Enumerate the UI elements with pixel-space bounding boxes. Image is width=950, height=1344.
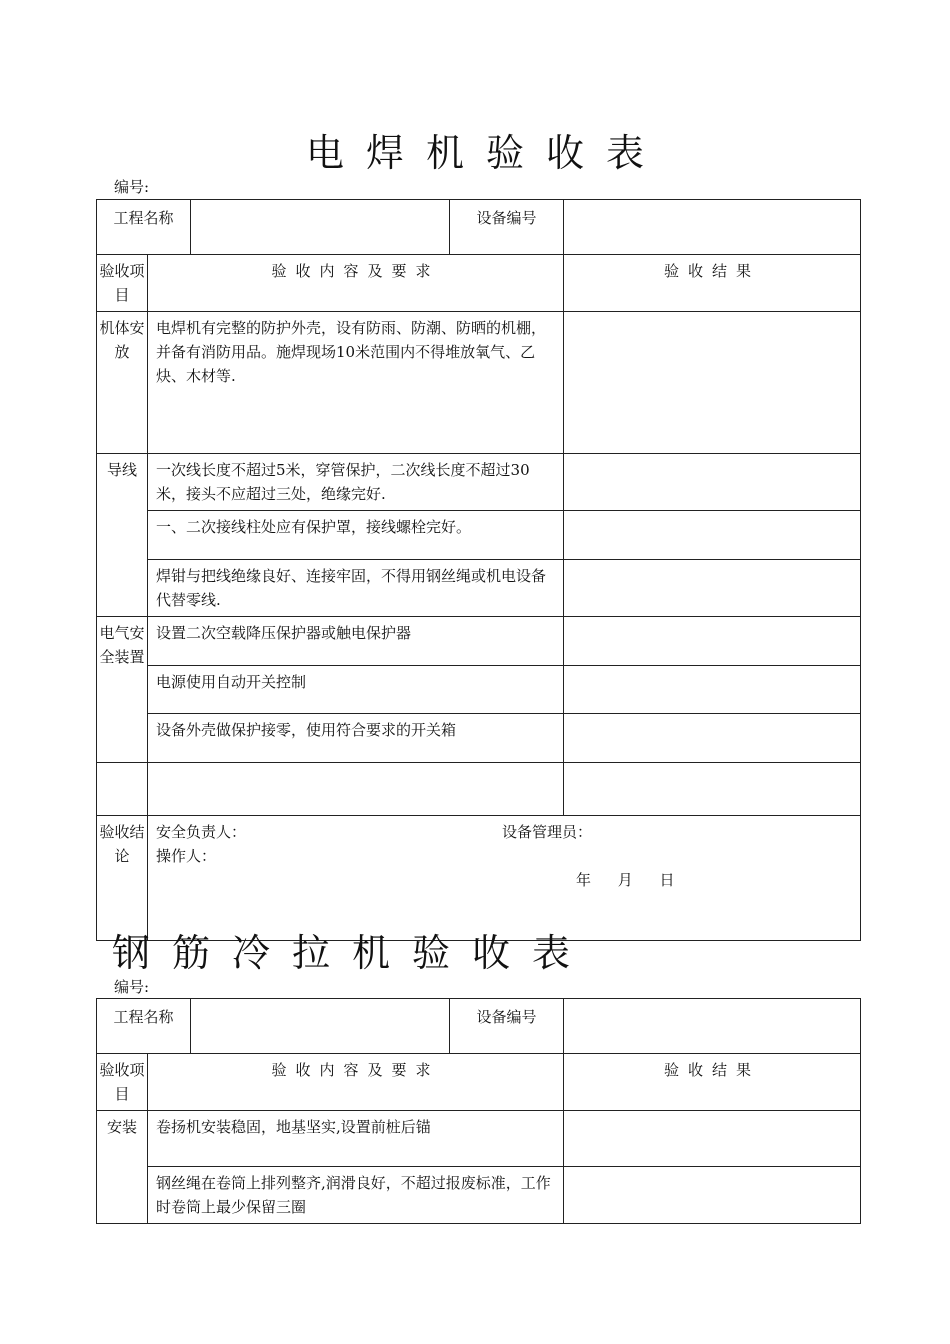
equipment-no-label: 设备编号 bbox=[450, 200, 564, 255]
empty-result-cell[interactable] bbox=[564, 763, 861, 816]
result-cell[interactable] bbox=[564, 666, 861, 714]
result-cell[interactable] bbox=[564, 1167, 861, 1224]
result-cell[interactable] bbox=[564, 312, 861, 454]
result-cell[interactable] bbox=[564, 714, 861, 763]
operator-label: 操作人： bbox=[156, 847, 217, 865]
requirement-text: 钢丝绳在卷筒上排列整齐,润滑良好，不超过报废标准，工作时卷筒上最少保留三圈 bbox=[148, 1167, 564, 1224]
empty-content-cell[interactable] bbox=[148, 763, 564, 816]
requirement-text: 设置二次空载降压保护器或触电保护器 bbox=[148, 617, 564, 666]
project-name-label: 工程名称 bbox=[97, 200, 191, 255]
form2-code-label: 编号: bbox=[114, 978, 150, 996]
requirement-text: 电源使用自动开关控制 bbox=[148, 666, 564, 714]
equipment-no-value[interactable] bbox=[564, 999, 861, 1054]
empty-item-cell bbox=[97, 763, 148, 816]
form1-table bbox=[96, 199, 861, 941]
date-label: 年 月 日 bbox=[576, 871, 675, 889]
section-item-electrical: 电气安全装置 bbox=[97, 617, 148, 763]
form2-table bbox=[96, 998, 861, 1224]
form1-title: 电焊机验收表 bbox=[305, 131, 666, 175]
requirement-text: 焊钳与把线绝缘良好、连接牢固，不得用钢丝绳或机电设备代替零线. bbox=[148, 560, 564, 617]
conclusion-label: 验收结论 bbox=[97, 816, 148, 941]
project-name-label: 工程名称 bbox=[97, 999, 191, 1054]
form2-title: 钢筋冷拉机验收表 bbox=[112, 931, 593, 975]
equipment-no-value[interactable] bbox=[564, 200, 861, 255]
section-item-wires: 导线 bbox=[97, 454, 148, 617]
requirement-text: 电焊机有完整的防护外壳，设有防雨、防潮、防晒的机棚，并备有消防用品。施焊现场10米范围内不得堆放氧气、乙炔、木材等. bbox=[148, 312, 564, 454]
project-name-value[interactable] bbox=[191, 200, 450, 255]
item-header: 验收项目 bbox=[97, 1054, 148, 1111]
result-cell[interactable] bbox=[564, 1111, 861, 1167]
item-header: 验收项目 bbox=[97, 255, 148, 312]
content-header: 验收内容及要求 bbox=[148, 1054, 564, 1111]
result-header: 验收结果 bbox=[564, 255, 861, 312]
result-cell[interactable] bbox=[564, 560, 861, 617]
form1-code-label: 编号: bbox=[114, 178, 150, 196]
project-name-value[interactable] bbox=[191, 999, 450, 1054]
result-cell[interactable] bbox=[564, 454, 861, 511]
equipment-manager-label: 设备管理员： bbox=[502, 823, 593, 841]
result-header: 验收结果 bbox=[564, 1054, 861, 1111]
requirement-text: 设备外壳做保护接零，使用符合要求的开关箱 bbox=[148, 714, 564, 763]
section-item-install: 安装 bbox=[97, 1111, 148, 1224]
requirement-text: 一次线长度不超过5米，穿管保护，二次线长度不超过30米，接头不应超过三处，绝缘完好. bbox=[148, 454, 564, 511]
requirement-text: 一、二次接线柱处应有保护罩，接线螺栓完好。 bbox=[148, 511, 564, 560]
equipment-no-label: 设备编号 bbox=[450, 999, 564, 1054]
result-cell[interactable] bbox=[564, 511, 861, 560]
section-item-body: 机体安放 bbox=[97, 312, 148, 454]
requirement-text: 卷扬机安装稳固，地基坚实,设置前桩后锚 bbox=[148, 1111, 564, 1167]
content-header: 验收内容及要求 bbox=[148, 255, 564, 312]
safety-officer-label: 安全负责人： bbox=[156, 823, 247, 841]
result-cell[interactable] bbox=[564, 617, 861, 666]
